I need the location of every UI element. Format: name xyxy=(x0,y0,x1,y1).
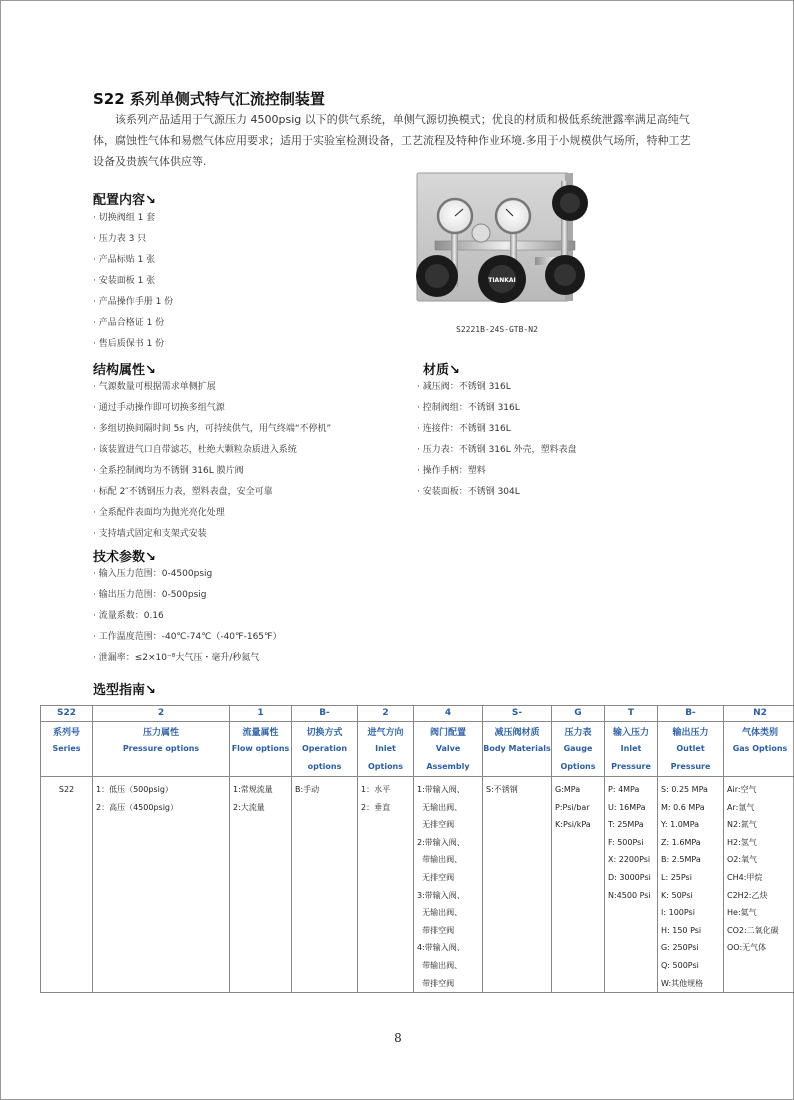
header-en: Valve Assembly xyxy=(426,744,470,771)
list-item: · 工作温度范围：-40℃-74℃（-40℉-165℉） xyxy=(93,632,282,642)
option-item: Z: 1.6MPa xyxy=(661,837,701,847)
options-cell xyxy=(658,777,724,993)
option-item: 2：垂直 xyxy=(361,802,391,812)
list-item: · 泄漏率：≤2×10⁻⁸大气压・毫升/秒氦气 xyxy=(93,653,260,663)
structure-list xyxy=(93,377,331,545)
header-cell xyxy=(230,722,292,777)
option-item: 无输出阀、 xyxy=(417,908,463,918)
option-item: G: 250Psi xyxy=(661,943,699,953)
option-item: O2:氧气 xyxy=(727,855,758,865)
header-cell xyxy=(292,722,358,777)
header-en: Pressure options xyxy=(122,744,200,753)
option-item: X: 2200Psi xyxy=(608,855,651,865)
option-item: OO:无气体 xyxy=(727,943,767,953)
option-item: Air:空气 xyxy=(727,785,757,794)
option-item: W:其他规格 xyxy=(661,978,704,988)
header-row xyxy=(41,722,794,777)
list-item: · 压力表：不锈钢 316L 外壳，塑料表盘 xyxy=(417,445,577,455)
list-item: · 压力表 3 只 xyxy=(93,234,147,244)
option-item: P: 4MPa xyxy=(608,785,640,794)
list-item: · 输入压力范围：0-4500psig xyxy=(93,569,213,579)
header-cell xyxy=(41,722,93,777)
option-item: C2H2:乙炔 xyxy=(727,890,768,900)
brand-label: TIANKAI xyxy=(488,277,516,284)
code-cell: 2 xyxy=(93,706,230,722)
header-cn: 流量属性 xyxy=(242,728,279,738)
options-cell xyxy=(41,777,93,993)
header-en: Series xyxy=(52,744,81,753)
list-item: · 产品标贴 1 张 xyxy=(93,255,156,265)
option-item: 带排空阀 xyxy=(417,925,455,935)
code-cell: 2 xyxy=(358,706,414,722)
list-item: · 操作手柄：塑料 xyxy=(417,466,486,476)
list-item: · 多组切换间隔时间 5s 内，可持续供气，用气终端“不停机” xyxy=(93,424,332,434)
option-item: Ar:氩气 xyxy=(727,802,755,812)
header-cn: 切换方式 xyxy=(306,728,343,738)
option-item: 4:带输入阀、 xyxy=(417,943,465,953)
list-item: · 标配 2″不锈钢压力表，塑料表盘，安全可靠 xyxy=(93,487,273,497)
list-item: · 气源数量可根据需求单侧扩展 xyxy=(93,382,216,392)
options-cell xyxy=(724,777,794,993)
option-item: T: 25MPa xyxy=(608,820,644,830)
code-cell: B- xyxy=(292,706,358,722)
option-item: U: 16MPa xyxy=(608,802,646,812)
list-item: · 控制阀组：不锈钢 316L xyxy=(417,403,520,413)
option-item: L: 25Psi xyxy=(661,872,692,882)
header-cn: 阀门配置 xyxy=(429,728,466,738)
options-cell xyxy=(292,777,358,993)
code-row xyxy=(41,706,794,722)
header-cell xyxy=(414,722,483,777)
header-cn: 系列号 xyxy=(52,728,80,738)
list-item: · 售后质保书 1 份 xyxy=(93,339,165,349)
code-cell: T xyxy=(605,706,658,722)
option-item: G:MPa xyxy=(555,785,581,794)
header-cn: 压力属性 xyxy=(142,728,179,738)
option-item: I: 100Psi xyxy=(661,908,695,918)
header-cn: 进气方向 xyxy=(367,728,404,738)
list-item: · 全系配件表面均为抛光亮化处理 xyxy=(93,508,225,518)
code-cell: S- xyxy=(483,706,552,722)
option-item: CO2:二氧化碳 xyxy=(727,925,779,935)
header-en: Gas Options xyxy=(732,744,788,753)
list-item: · 支持墙式固定和支架式安装 xyxy=(93,529,207,539)
list-item: · 输出压力范围：0-500psig xyxy=(93,590,207,600)
page-number: 8 xyxy=(394,1031,402,1045)
option-item: Y: 1.0MPa xyxy=(661,820,700,830)
code-cell: N2 xyxy=(724,706,794,722)
material-heading: 材质↘ xyxy=(423,363,460,378)
specs-heading: 技术参数↘ xyxy=(93,550,156,565)
option-item: 2：高压（4500psig） xyxy=(96,802,178,812)
header-cell xyxy=(658,722,724,777)
page-title: S22 系列单侧式特气汇流控制装置 xyxy=(93,90,325,108)
selection-table xyxy=(40,705,794,993)
options-cell xyxy=(93,777,230,993)
header-cell xyxy=(605,722,658,777)
list-item: · 产品合格证 1 份 xyxy=(93,318,165,328)
option-item: N2:氮气 xyxy=(727,820,757,830)
option-item: P:Psi/bar xyxy=(555,802,590,812)
option-item: CH4:甲烷 xyxy=(727,872,763,882)
list-item: · 通过手动操作即可切换多组气源 xyxy=(93,403,225,413)
list-item: · 切换阀组 1 套 xyxy=(93,213,156,223)
option-item: F: 500Psi xyxy=(608,837,644,847)
options-cell xyxy=(552,777,605,993)
option-item: K: 50Psi xyxy=(661,890,693,900)
option-item: 带输出阀、 xyxy=(417,855,463,865)
list-item: · 安装面板：不锈钢 304L xyxy=(417,487,520,497)
option-item: S22 xyxy=(58,785,75,794)
header-cn: 输入压力 xyxy=(612,728,649,738)
option-item: K:Psi/kPa xyxy=(555,820,591,830)
option-item: 无排空阀 xyxy=(417,872,455,882)
option-item: S: 0.25 MPa xyxy=(661,785,708,794)
header-en: Outlet Pressure xyxy=(670,744,711,771)
header-en: Flow options xyxy=(231,744,290,753)
option-item: M: 0.6 MPa xyxy=(661,802,705,812)
option-item: 1：低压（500psig） xyxy=(96,785,173,794)
option-item: 2:带输入阀、 xyxy=(417,837,465,847)
config-list xyxy=(93,208,173,355)
option-item: 2:大流量 xyxy=(233,802,265,812)
option-item: D: 3000Psi xyxy=(608,872,651,882)
photo-caption: S2221B-24S-GTB-N2 xyxy=(456,325,538,334)
code-cell: B- xyxy=(658,706,724,722)
option-item: B: 2.5MPa xyxy=(661,855,701,865)
options-cell xyxy=(414,777,483,993)
option-item: N:4500 Psi xyxy=(608,890,651,900)
option-item: 1:常规流量 xyxy=(233,785,273,794)
code-cell: 1 xyxy=(230,706,292,722)
header-en: Body Materials xyxy=(483,744,551,753)
options-cell xyxy=(230,777,292,993)
header-en: Operation options xyxy=(301,744,348,771)
header-cell xyxy=(483,722,552,777)
structure-heading: 结构属性↘ xyxy=(93,363,156,378)
list-item: · 连接件：不锈钢 316L xyxy=(417,424,511,434)
header-cell xyxy=(358,722,414,777)
option-item: H2:氢气 xyxy=(727,837,757,847)
options-cell xyxy=(358,777,414,993)
option-item: H: 150 Psi xyxy=(661,925,702,935)
header-cn: 减压阀材质 xyxy=(494,728,540,738)
list-item: · 全系控制阀均为不锈钢 316L 膜片阀 xyxy=(93,466,244,476)
list-item: · 减压阀：不锈钢 316L xyxy=(417,382,511,392)
header-cell xyxy=(552,722,605,777)
header-cn: 输出压力 xyxy=(672,728,709,738)
list-item: · 安装面板 1 张 xyxy=(93,276,156,286)
selection-heading: 选型指南↘ xyxy=(93,683,156,698)
header-cn: 气体类别 xyxy=(741,728,778,738)
config-heading: 配置内容↘ xyxy=(93,193,156,208)
header-cn: 压力表 xyxy=(564,728,592,738)
option-item: 1：水平 xyxy=(361,785,391,794)
option-item: 无排空阀 xyxy=(417,820,455,830)
list-item: · 产品操作手册 1 份 xyxy=(93,297,174,307)
options-row xyxy=(41,777,794,993)
header-en: Inlet Pressure xyxy=(611,744,651,771)
intro-paragraph: 该系列产品适用于气源压力 4500psig 以下的供气系统，单侧气源切换模式；优良的材质和极低系统泄露率满足高纯气体，腐蚀性气体和易燃气体应用要求；适用于实验室检测设备，工艺流程及特种作业环境.多用于小规模供气场所，特种工艺设备及贵族气体供应等. xyxy=(93,113,691,168)
option-item: 无输出阀、 xyxy=(417,802,463,812)
product-photo xyxy=(415,171,599,319)
option-item: 带输出阀、 xyxy=(417,960,463,970)
option-item: B:手动 xyxy=(295,785,320,794)
code-cell: 4 xyxy=(414,706,483,722)
option-item: 1:带输入阀、 xyxy=(417,785,465,794)
option-item: 带排空阀 xyxy=(417,978,455,988)
list-item: · 该装置进气口自带滤芯，杜绝大颗粒杂质进入系统 xyxy=(93,445,297,455)
option-item: He:氦气 xyxy=(727,908,757,918)
header-en: Inlet Options xyxy=(367,744,404,771)
header-cell xyxy=(93,722,230,777)
specs-list xyxy=(93,564,282,669)
option-item: S:不锈钢 xyxy=(486,785,518,794)
options-cell xyxy=(483,777,552,993)
option-item: Q: 500Psi xyxy=(661,960,699,970)
options-cell xyxy=(605,777,658,993)
code-cell: G xyxy=(552,706,605,722)
code-cell: S22 xyxy=(41,706,93,722)
option-item: 3:带输入阀、 xyxy=(417,890,465,900)
header-en: Gauge Options xyxy=(560,744,596,771)
material-list xyxy=(417,377,577,503)
header-cell xyxy=(724,722,794,777)
list-item: · 流量系数：0.16 xyxy=(93,611,164,621)
